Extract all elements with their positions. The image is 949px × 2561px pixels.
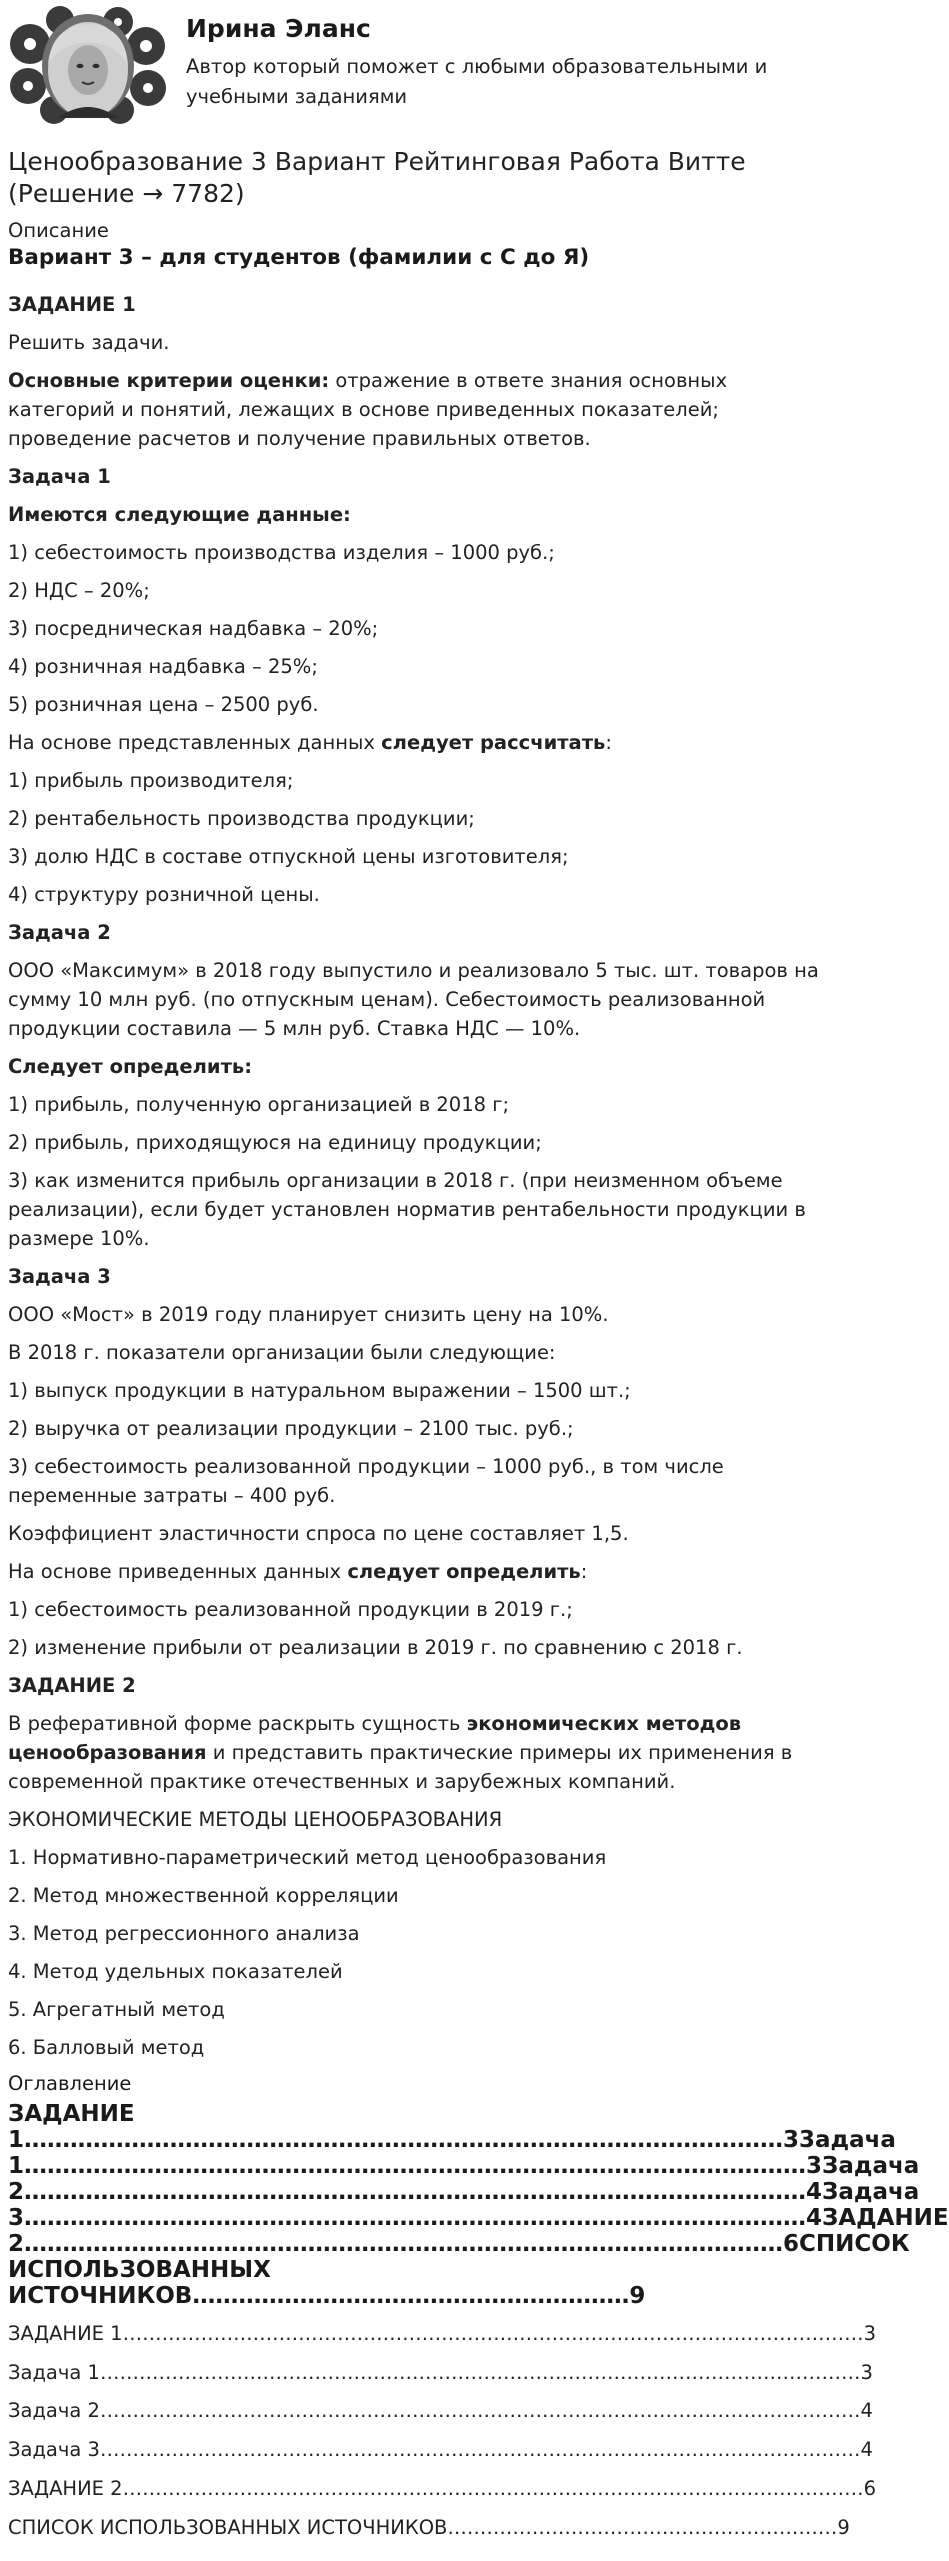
paragraph (8, 1805, 838, 1834)
text-run: 3) посредническая надбавка – 20%; (8, 617, 379, 640)
toc-entry[interactable]: Задача 2………………………………………………………………………………………………………4 (8, 2399, 873, 2423)
paragraph (8, 1557, 838, 1586)
bold-text: Следует определить: (8, 1055, 252, 1078)
paragraph (8, 1166, 838, 1253)
text-run: 5) розничная цена – 2500 руб. (8, 693, 319, 716)
paragraph (8, 918, 838, 947)
text-run: 3) долю НДС в составе отпускной цены изготовителя; (8, 845, 569, 868)
paragraph (8, 1709, 838, 1796)
author-name[interactable]: Ирина Эланс (186, 14, 371, 43)
description-label: Описание (8, 219, 109, 242)
paragraph (8, 290, 838, 319)
paragraph (8, 576, 838, 605)
toc-bold-line[interactable]: ИСПОЛЬЗОВАННЫХ (8, 2257, 271, 2283)
page-title: Ценообразование 3 Вариант Рейтинговая Работа Витте (Решение → 7782) (8, 147, 746, 208)
text-run: 3) себестоимость реализованной продукции – 1000 руб., в том числе переменные затраты – 400 руб. (8, 1455, 724, 1507)
variant-heading: Вариант 3 – для студентов (фамилии с С до Я) (8, 245, 590, 270)
text-run: ООО «Мост» в 2019 году планирует снизить цену на 10%. (8, 1303, 609, 1326)
bold-text: следует определить (347, 1560, 581, 1583)
text-run: 2) прибыль, приходящуюся на единицу продукции; (8, 1131, 542, 1154)
bold-text: Задача 1 (8, 465, 111, 488)
bold-text: ЗАДАНИЕ 2 (8, 1674, 136, 1697)
paragraph (8, 766, 838, 795)
text-run: На основе представленных данных (8, 731, 382, 754)
text-run: 1. Нормативно-параметрический метод ценообразования (8, 1846, 607, 1869)
author-header (8, 6, 838, 124)
paragraph (8, 1843, 838, 1872)
text-run: 1) прибыль производителя; (8, 769, 294, 792)
toc-bold-line[interactable]: 1………………………………………………………………………………………33адача (8, 2127, 896, 2153)
paragraph (8, 1414, 838, 1443)
bold-text: Задача 3 (8, 1265, 111, 1288)
paragraph (8, 1452, 838, 1510)
text-run: 2) изменение прибыли от реализации в 2019 г. по сравнению с 2018 г. (8, 1636, 743, 1659)
paragraph (8, 1338, 838, 1367)
paragraph (8, 328, 838, 357)
toc-bold-line[interactable]: 1…………………………………………………………………………………………3Задача (8, 2153, 920, 2179)
toc-entry[interactable]: Задача 1………………………………………………………………………………………………………3 (8, 2360, 873, 2384)
toc-entry[interactable]: Задача 3………………………………………………………………………………………………………4 (8, 2438, 873, 2462)
paragraph (8, 1376, 838, 1405)
bold-text: Задача 2 (8, 921, 111, 944)
paragraph (8, 1262, 838, 1291)
toc-bold-block (8, 2101, 949, 2309)
text-run: ЭКОНОМИЧЕСКИЕ МЕТОДЫ ЦЕНООБРАЗОВАНИЯ (8, 1808, 503, 1831)
toc-bold-line[interactable]: 3…………………………………………………………………………………………4ЗАДАНИЕ (8, 2205, 949, 2231)
paragraph (8, 1633, 838, 1662)
author-description: Автор который поможет с любыми образовательными и учебными заданиями (186, 55, 768, 108)
bold-text: Имеются следующие данные: (8, 503, 351, 526)
text-run: 4) структуру розничной цены. (8, 883, 320, 906)
text-run: 1) себестоимость реализованной продукции в 2019 г.; (8, 1598, 573, 1621)
paragraph (8, 1881, 838, 1910)
paragraph (8, 1671, 838, 1700)
paragraph (8, 842, 838, 871)
paragraph (8, 1957, 838, 1986)
paragraph (8, 956, 838, 1043)
paragraph (8, 1995, 838, 2024)
author-avatar[interactable] (8, 6, 168, 124)
paragraph (8, 1595, 838, 1624)
paragraph (8, 538, 838, 567)
main-content (8, 146, 949, 2547)
text-run: В реферативной форме раскрыть сущность (8, 1712, 467, 1735)
text-run: Коэффициент эластичности спроса по цене составляет 1,5. (8, 1522, 629, 1545)
text-run: На основе приведенных данных (8, 1560, 348, 1583)
description-body (8, 290, 838, 2062)
paragraph (8, 1090, 838, 1119)
paragraph (8, 728, 838, 757)
paragraph (8, 880, 838, 909)
paragraph (8, 690, 838, 719)
toc-entry[interactable]: СПИСОК ИСПОЛЬЗОВАННЫХ ИСТОЧНИКОВ……………………………………………………9 (8, 2515, 850, 2539)
text-run: и представить практические примеры их применения в современной практике отечественных и зарубежных компаний. (8, 1741, 793, 1793)
bold-text: экономических методов ценообразования (8, 1712, 742, 1764)
toc-entry[interactable]: ЗАДАНИЕ 1……………………………………………………………………………………………………3 (8, 2322, 876, 2345)
toc-label: Оглавление (8, 2072, 132, 2095)
text-run: Решить задачи. (8, 331, 170, 354)
text-run: 5. Агрегатный метод (8, 1998, 225, 2021)
text-run: 1) себестоимость производства изделия – 1000 руб.; (8, 541, 555, 564)
text-run: 2) НДС – 20%; (8, 579, 150, 602)
toc-entry[interactable]: ЗАДАНИЕ 2……………………………………………………………………………………………………6 (8, 2476, 876, 2500)
text-run: 1) прибыль, полученную организацией в 2018 г; (8, 1093, 510, 1116)
text-run: отражение в ответе знания основных категорий и понятий, лежащих в основе приведенных показателей; проведение расчетов и получение правильных ответов. (8, 369, 728, 450)
paragraph (8, 1052, 838, 1081)
paragraph (8, 462, 838, 491)
text-run: 3. Метод регрессионного анализа (8, 1922, 360, 1945)
paragraph (8, 366, 838, 453)
toc-plain-block (8, 2315, 876, 2547)
toc-bold-line[interactable]: 2…………………………………………………………………………………………4Задача (8, 2179, 920, 2205)
text-run: 1) выпуск продукции в натуральном выражении – 1500 шт.; (8, 1379, 631, 1402)
toc-bold-line[interactable]: 2………………………………………………………………………………………6СПИСОК (8, 2231, 910, 2257)
bold-text: Основные критерии оценки: (8, 369, 330, 392)
paragraph (8, 1519, 838, 1548)
text-run: 4) розничная надбавка – 25%; (8, 655, 318, 678)
text-run: В 2018 г. показатели организации были следующие: (8, 1341, 556, 1364)
paragraph (8, 2033, 838, 2062)
paragraph (8, 1919, 838, 1948)
text-run: ООО «Максимум» в 2018 году выпустило и реализовало 5 тыс. шт. товаров на сумму 10 млн руб. (по отпускным ценам). Себестоимость реализованной продукции составила — 5 млн руб. Ставка НДС — 10%. (8, 959, 819, 1040)
paragraph (8, 614, 838, 643)
bold-text: следует рассчитать (381, 731, 606, 754)
toc-bold-line[interactable]: ЗАДАНИЕ (8, 2101, 135, 2127)
paragraph (8, 804, 838, 833)
text-run: 6. Балловый метод (8, 2036, 205, 2059)
paragraph (8, 1300, 838, 1329)
text-run: : (605, 731, 612, 754)
text-run: 2. Метод множественной корреляции (8, 1884, 399, 1907)
toc-bold-line[interactable]: ИСТОЧНИКОВ…………………………………………………9 (8, 2283, 646, 2309)
text-run: 2) выручка от реализации продукции – 2100 тыс. руб.; (8, 1417, 574, 1440)
text-run: 4. Метод удельных показателей (8, 1960, 343, 1983)
text-run: 3) как изменится прибыль организации в 2018 г. (при неизменном объеме реализации), если будет установлен норматив рентабельности продукции в размере 10%. (8, 1169, 806, 1250)
bold-text: ЗАДАНИЕ 1 (8, 293, 136, 316)
paragraph (8, 1128, 838, 1157)
paragraph (8, 652, 838, 681)
paragraph (8, 500, 838, 529)
text-run: : (580, 1560, 588, 1583)
text-run: 2) рентабельность производства продукции; (8, 807, 475, 830)
